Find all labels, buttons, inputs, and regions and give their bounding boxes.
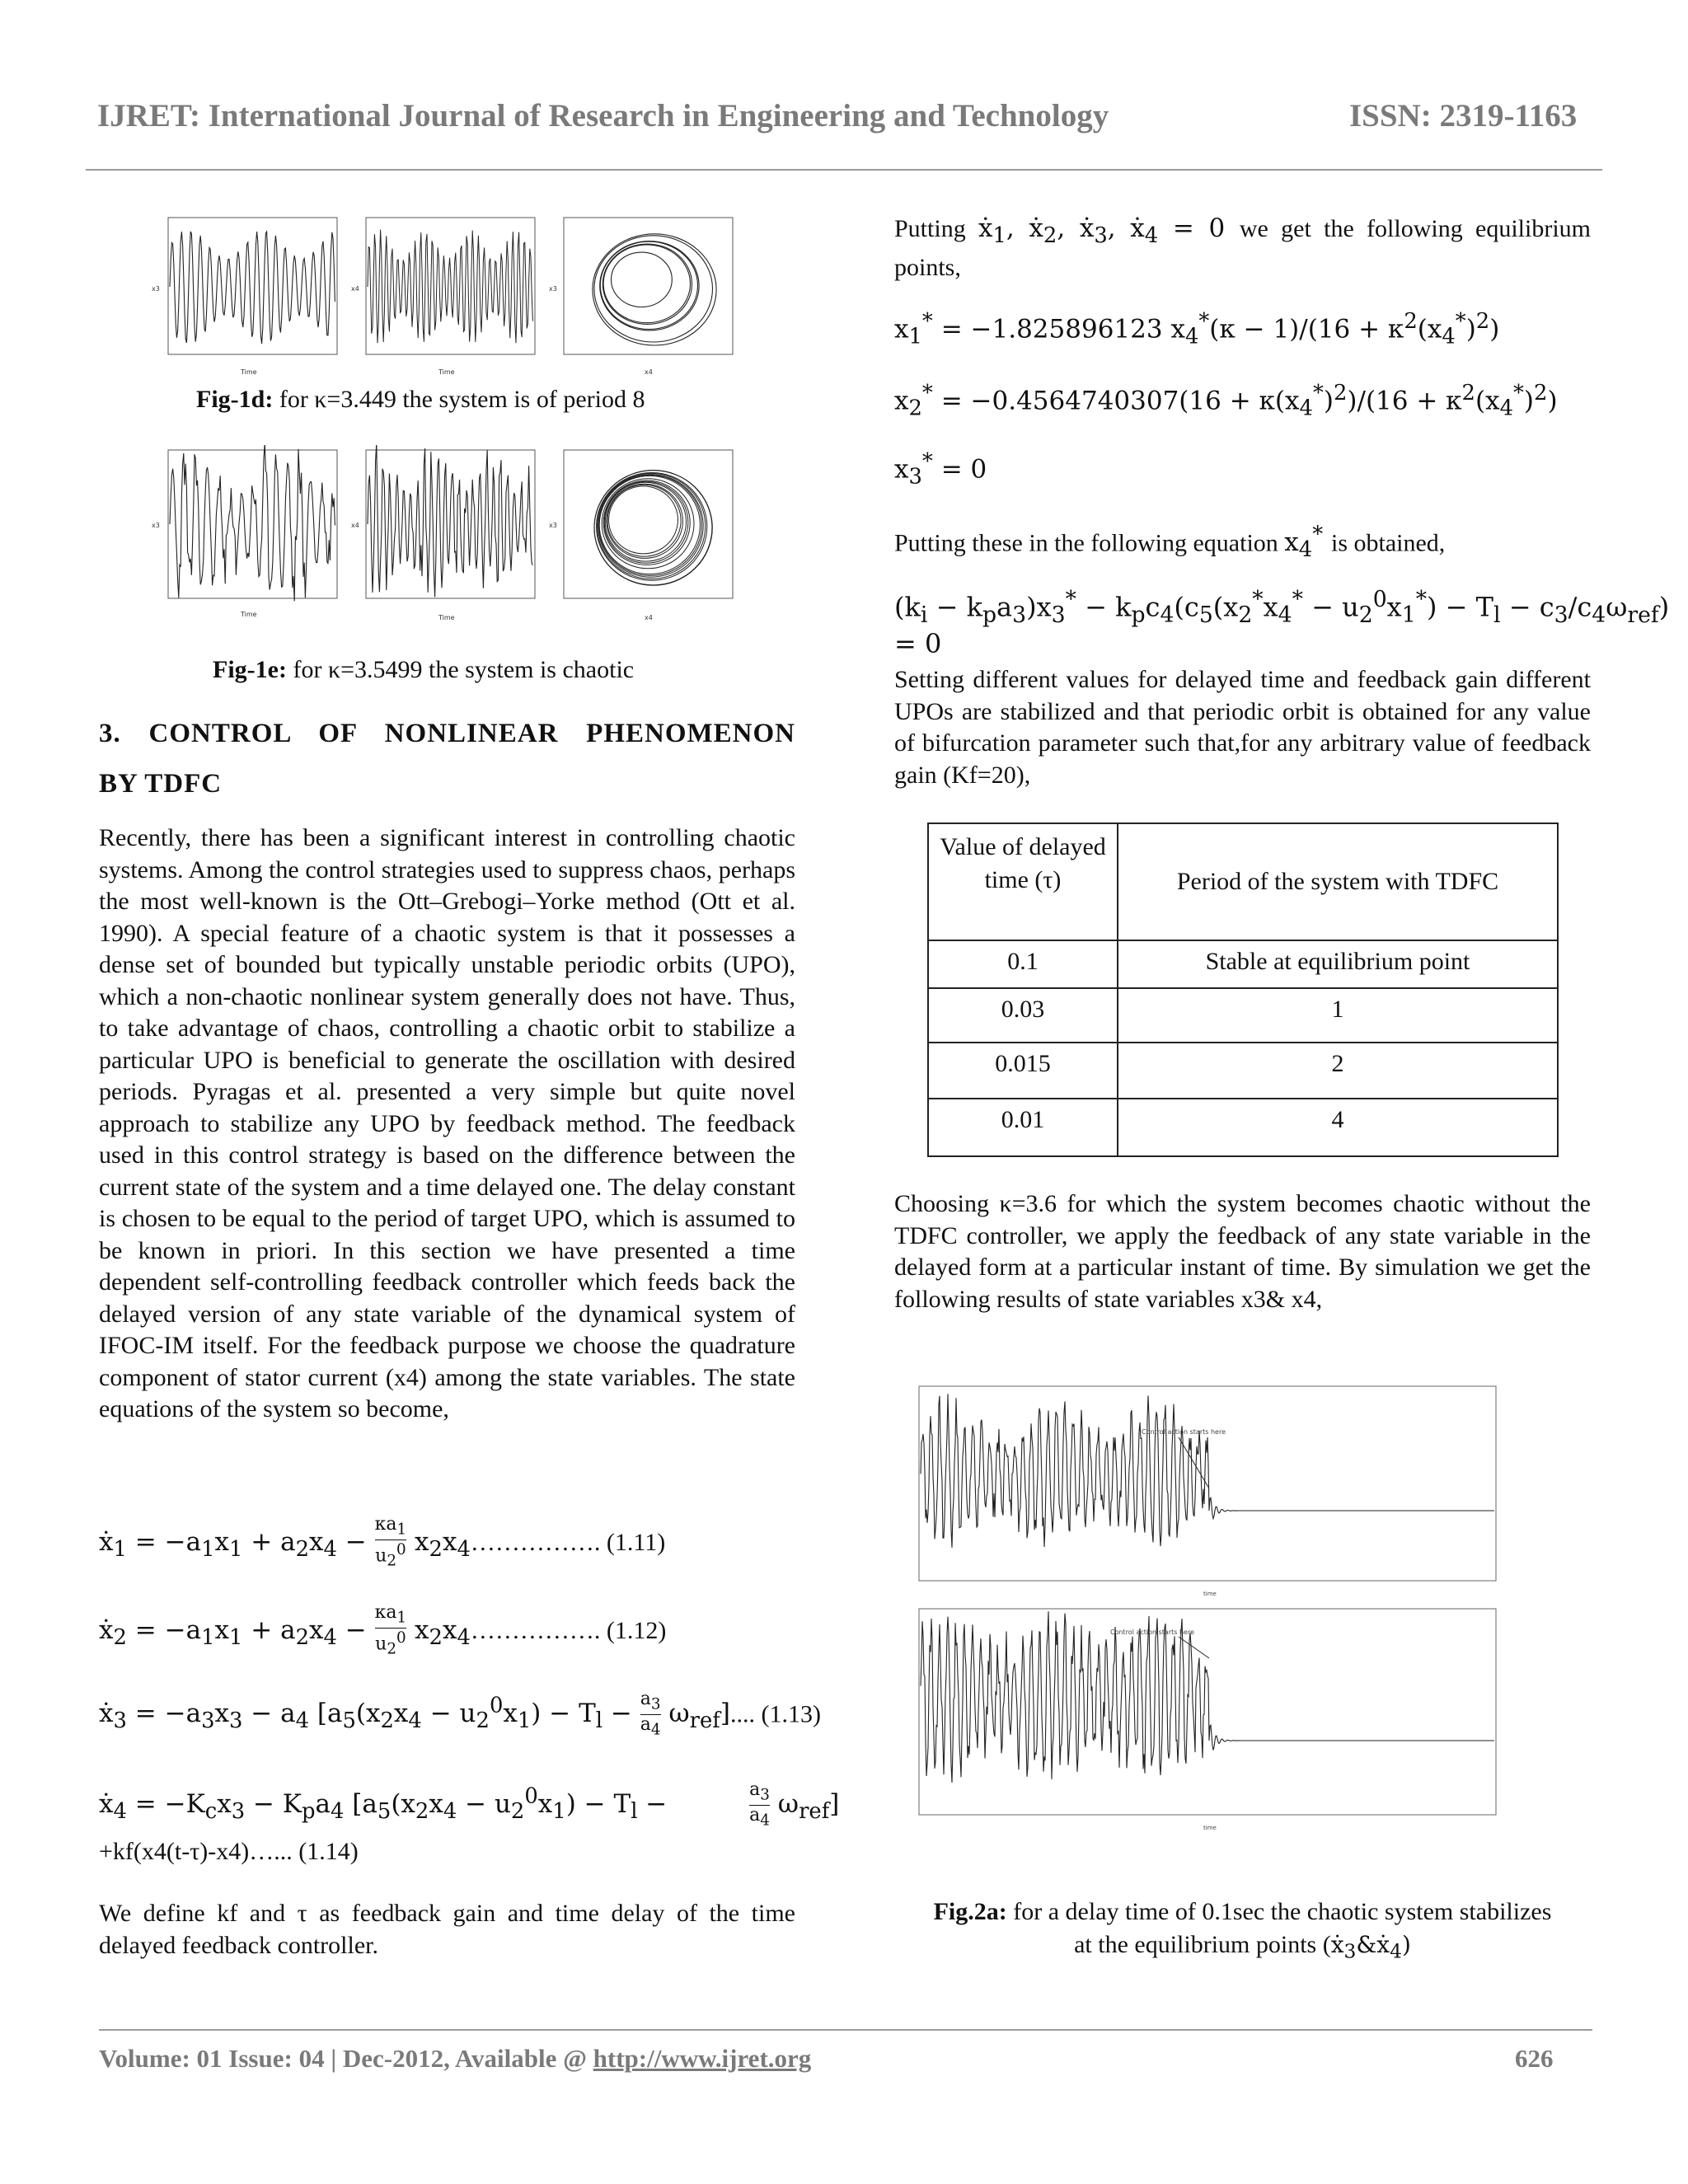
putting-text-a: Putting: [894, 215, 966, 242]
plot-xlabel: time: [1203, 1591, 1217, 1597]
fig-2a-caption: Fig.2a: for a delay time of 0.1sec the chaotic system stabilizes at the equilibrium points (ẋ$_3$&ẋ$_4$): [933, 1898, 1552, 1963]
plot-ylabel: x3: [152, 522, 160, 529]
choosing-paragraph: Choosing κ=3.6 for which the system becomes chaotic without the TDFC controller, we apply the feedback of any state variable in the delayed form at a particular instant of time. By simulation we get the following results of state variables x3& x4,: [894, 1190, 1591, 1313]
fig-1e-label: Fig-1e:: [213, 656, 287, 683]
table-header-tau: Value of delayed time (τ): [928, 823, 1118, 940]
journal-title: IJRET: International Journal of Research in Engineering and Technology: [97, 98, 1109, 134]
section-heading-line1: 3. CONTROL OF NONLINEAR PHENOMENON: [99, 719, 795, 748]
plot-xlabel: Time: [241, 611, 257, 618]
table-cell-period: 1: [1118, 988, 1558, 1043]
equilibrium-x1: $x_1^* = -1.825896123$ $x_4^*(\kappa - 1)/(16 + \kappa^2(x_4^*)^2)$: [894, 309, 1500, 349]
equation-1-13-tag: .... (1.13): [729, 1700, 821, 1728]
figure-1e: [150, 445, 743, 625]
fig-1e-text: for κ=3.5499 the system is chaotic: [286, 656, 635, 683]
table-row: [928, 988, 1558, 1043]
table-row: [928, 1043, 1558, 1099]
putting2-text-b: is obtained,: [1330, 529, 1446, 557]
table-cell-tau: 0.015: [928, 1043, 1118, 1099]
equation-1-11-tag: ……………. (1.11): [470, 1529, 666, 1557]
plot-ylabel: x3: [549, 285, 557, 293]
equation-1-12-tag: ……………. (1.12): [470, 1617, 667, 1645]
table-row: [928, 1099, 1558, 1156]
page-number: 626: [1515, 2044, 1554, 2073]
plot-xlabel: x4: [645, 614, 653, 621]
figure-1d-plots: [150, 213, 743, 377]
table-cell-period: 4: [1118, 1099, 1558, 1156]
equation-1-12: ẋ$_2$ = $-a_1x_1 + a_2x_4$ − $\kappa a_1$ $u_2^0$ $x_2x_4\dots\dots\dots\dots\dots$. (1.12): [99, 1602, 667, 1659]
setting-paragraph: Setting different values for delayed time and feedback gain different UPOs are stabilized and that periodic orbit is obtained for any value of bifurcation parameter such that,for any arbitrary value of feedback gain (Kf=20),: [894, 666, 1591, 789]
fig-1d-text: for κ=3.449 the system is of period 8: [273, 386, 645, 413]
table-cell-period: Stable at equilibrium point: [1118, 940, 1558, 988]
footer-rule: [99, 2029, 1592, 2031]
equation-1-14-tail: +kf(x4(t-τ)-x4)…... (1.14): [99, 1838, 359, 1865]
figure-2a-plots: [903, 1383, 1512, 1844]
plot-ylabel: x4: [351, 285, 359, 293]
fig-1d-caption: [196, 383, 645, 416]
plot-ylabel: x3: [152, 285, 160, 293]
footer-link[interactable]: http://www.ijret.org: [593, 2044, 812, 2073]
footer-volume-text: Volume: 01 Issue: 04 | Dec-2012, Available @: [99, 2044, 593, 2073]
putting2-paragraph: Putting these in the following equation $x_4^*$ is obtained,: [894, 523, 1446, 563]
plot-xlabel: Time: [241, 368, 257, 376]
fig-2a-line2: at the equilibrium points (: [1074, 1931, 1331, 1958]
control-note: Control action starts here: [1110, 1629, 1194, 1636]
plot-ylabel: x3: [549, 522, 557, 529]
period-table: [927, 823, 1559, 1157]
equilibrium-x2: $x_2^* = -0.4564740307(16 + \kappa(x_4^*)^2)/(16 + \kappa^2(x_4^*)^2)$: [894, 381, 1558, 421]
equation-1-11: ẋ$_1$ = $-a_1x_1 + a_2x_4$ − $\kappa a_1$ $u_2^0$ $x_2x_4\dots\dots\dots\dots\dots$. (1.11): [99, 1514, 666, 1571]
plot-xlabel: Time: [438, 368, 455, 376]
section-heading: [99, 719, 795, 799]
plot-xlabel: x4: [645, 368, 653, 376]
issn: ISSN: 2319-1163: [1349, 98, 1578, 134]
putting-text-b: we get the following equilibrium points,: [894, 215, 1591, 281]
section-paragraph-2: We define kf and τ as feedback gain and time delay of the time delayed feedback controller.: [99, 1900, 795, 1959]
table-cell-tau: 0.03: [928, 988, 1118, 1043]
plot-xlabel: time: [1203, 1825, 1217, 1831]
figure-1e-plots: [150, 445, 743, 625]
plot-ylabel: x4: [351, 522, 359, 529]
figure-2a: [903, 1383, 1512, 1844]
putting-paragraph: Putting ẋ$_1$, ẋ$_2$, ẋ$_3$, ẋ$_4$ = 0 we get the following equilibrium points,: [894, 213, 1591, 281]
header-rule: [86, 169, 1602, 171]
table-header-row: [928, 823, 1558, 940]
equation-1-13: ẋ$_3$ = $-a_3x_3 - a_4$ [$a_5(x_2x_4 - u_2^0x_1) - T_l$ − $a_3$ $a_4$ $\omega_{ref}$].... (1.13): [99, 1689, 821, 1739]
equation-1-14: ẋ$_4$ = $-K_cx_3 - K_pa_4$ [$a_5(x_2x_4 - u_2^0x_1) - T_l$ − $a_3$ $a_4$ $\omega_{ref}$]: [99, 1779, 840, 1830]
section-paragraph-1: Recently, there has been a significant interest in controlling chaotic systems. Among the control strategies used to suppress chaos, perhaps the most well-known is the Ott–Grebogi–Yorke method (Ott et al. 1990). A special feature of a chaotic system is that it possesses a dense set of bounded but typically unstable periodic orbits (UPO), which a non-chaotic nonlinear system generally does not have. Thus, to take advantage of chaos, controlling a chaotic orbit to stabilize a particular UPO is beneficial to generate the oscillation with desired periods. Pyragas et al. presented a very simple but quite novel approach to stabilize any UPO by feedback method. The feedback used in this control strategy is based on the difference between the current state of the system and a time delayed one. The delay constant is chosen to be equal to the period of target UPO, which is assumed to be known in priori. In this section we have presented a time dependent self-controlling feedback controller which feeds back the delayed version of any state variable of the dynamical system of IFOC-IM itself. For the feedback purpose we choose the quadrature component of stator current (x4) among the state variables. The state equations of the system so become,: [99, 824, 795, 1422]
fig-2a-label: Fig.2a:: [933, 1898, 1007, 1925]
fig-2a-text: for a delay time of 0.1sec the chaotic system stabilizes: [1006, 1898, 1552, 1925]
footer-volume: [99, 2044, 811, 2074]
fig-1e-caption: [213, 654, 634, 687]
table-cell-tau: 0.1: [928, 940, 1118, 988]
equilibrium-equation: $(k_i - k_pa_3)x_3^* - k_pc_4(c_5(x_2^*x_4^* - u_2^0x_1^*) - T_l - c_3/c_4\omega_{ref}) = 0$: [894, 587, 1670, 660]
control-note: Control action starts here: [1142, 1428, 1226, 1436]
putting2-text-a: Putting these in the following equation: [894, 529, 1278, 557]
figure-1d: [150, 213, 743, 377]
section-heading-line2: BY TDFC: [99, 769, 223, 799]
equilibrium-x3: $x_3^* = 0$: [894, 449, 987, 490]
plot-xlabel: Time: [438, 614, 455, 621]
table-header-period: Period of the system with TDFC: [1118, 823, 1558, 940]
table-cell-tau: 0.01: [928, 1099, 1118, 1156]
table-row: [928, 940, 1558, 988]
fig-1d-label: Fig-1d:: [196, 386, 274, 413]
table-cell-period: 2: [1118, 1043, 1558, 1099]
